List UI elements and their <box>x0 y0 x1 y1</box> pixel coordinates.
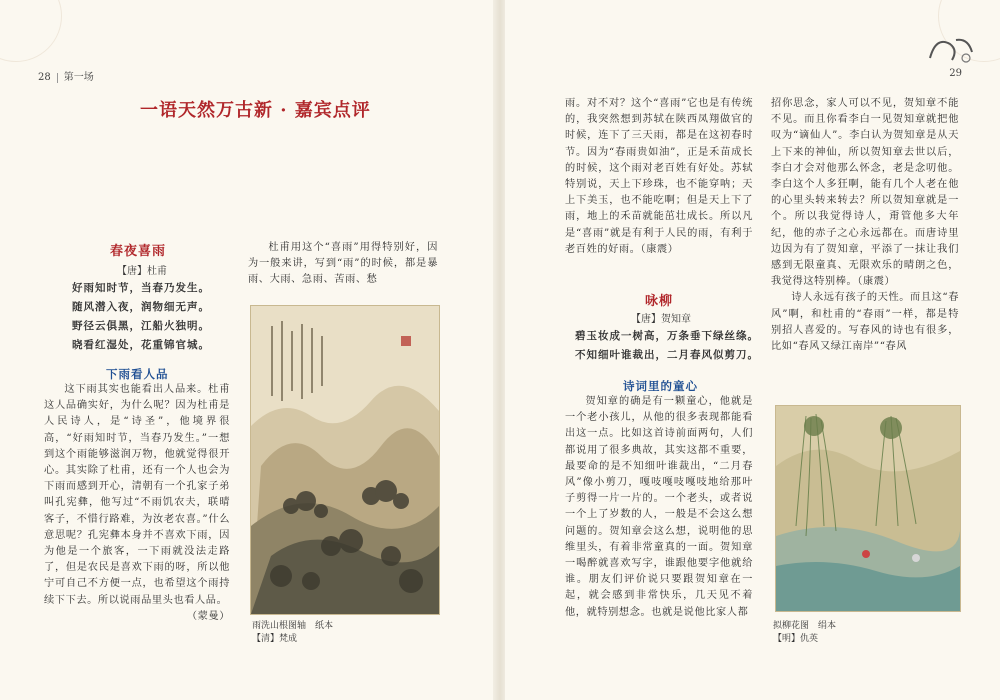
poem-title: 咏柳 <box>645 294 674 309</box>
middle-column-text <box>248 240 438 289</box>
right-comment-body <box>565 394 753 621</box>
right-paragraph: 雨。对不对？这个“喜雨”它也是有传统的，我突然想到苏轼在陕西凤翔做官的时候，连下了三天雨，都是在这初春时节。因为“春雨贵如油”，正是禾苗成长的时候，这个雨对老百姓有好处。苏轼特别说，天上下珍珠，也不能穿呐；天上下美玉，也不能吃啊；但是天上下了雨，地上的禾苗就能茁壮成长。所以凡是“喜雨”就是有利于人民的雨，有利于老百姓的好雨。（康震） <box>565 98 753 255</box>
poem-title: 春夜喜雨 <box>110 244 167 259</box>
poem-line: 碧玉妆成一树高，万条垂下绿丝绦。 <box>575 330 759 342</box>
section-label: 第一场 <box>63 72 94 83</box>
middle-paragraph: 杜甫用这个“喜雨”用得特别好，因为一般来讲，写到“雨”的时候，都是暴雨、大雨、急雨、苦雨、愁 <box>248 242 438 286</box>
painting-caption-artist: 【明】仇英 <box>773 634 819 644</box>
poem-line: 野径云俱黑，江船火独明。 <box>72 320 210 332</box>
poem-author: 【唐】杜甫 <box>117 266 167 277</box>
right-page <box>505 0 1000 700</box>
landscape-painting-image <box>251 306 439 614</box>
painting-caption <box>773 620 836 646</box>
comment-title: 下雨看人品 <box>106 367 169 381</box>
willow-painting <box>775 405 961 612</box>
comment-signoff: （蒙曼） <box>186 610 230 622</box>
landscape-painting <box>250 305 440 615</box>
painting-caption-title: 拟柳花图 绢本 <box>773 621 837 631</box>
willow-painting-image <box>776 406 960 611</box>
poem-line: 不知细叶谁裁出，二月春风似剪刀。 <box>575 349 759 361</box>
page-header-left <box>38 68 94 83</box>
poem-line: 晓看红湿处，花重锦官城。 <box>72 339 210 351</box>
comment-title: 诗词里的童心 <box>623 379 698 393</box>
right-column-1-text <box>565 96 753 258</box>
comment-body <box>44 382 230 625</box>
right-column-2-text <box>771 96 959 355</box>
painting-caption-artist: 【清】梵成 <box>252 634 298 644</box>
header-divider <box>57 73 58 83</box>
poem-line: 好雨知时节，当春乃发生。 <box>72 282 210 294</box>
right-paragraph: 诗人永远有孩子的天性。而且这“春风”啊，和杜甫的“春雨”一样，都是特别招人喜爱的。写春风的诗也有很多，比如“春风又绿江南岸”“春风 <box>771 292 960 353</box>
page-number: 28 <box>38 72 51 83</box>
left-page <box>0 0 495 700</box>
comment-paragraph: 贺知章的确是有一颗童心，他就是一个老小孩儿，从他的很多表现都能看出这一点。比如这首诗前面两句，人们都说用了很多典故，其实这都不重要，最要命的是不知细叶谁裁出，“二月春风”像小剪刀，嘎吱嘎吱嘎吱地给那叶子剪得一片一片的。一个老头，或者说一个上了岁数的人，一般是不会这么想问题的。贺知章会这么想，说明他的思维里头，有着非常童真的一面。贺知章一喝醉就喜欢写字，谁跟他要字他就给谁。朋友们评价说只要跟贺知章在一起，就会感到非常快乐，几天见不着他，就特别想念。也就是说他比家人都 <box>565 396 753 618</box>
page-title: 一语天然万古新 · 嘉宾点评 <box>140 100 371 121</box>
poem-author: 【唐】贺知章 <box>631 314 691 325</box>
chapter-logo-icon <box>922 30 982 70</box>
painting-caption-title: 雨洗山根图轴 纸本 <box>252 621 334 631</box>
poem-line: 随风潜入夜，润物细无声。 <box>72 301 210 313</box>
painting-caption <box>252 620 333 646</box>
page-number: 29 <box>949 68 962 79</box>
right-paragraph: 招你思念，家人可以不见，贺知章不能不见。而且你看李白一见贺知章就把他叹为“谪仙人”。李白认为贺知章是从天上下来的神仙，所以贺知章去世以后，李白才会对他那么怀念，老是念叨他。李白这个人多狂啊，能有几个人老在他的心里头转来转去？所以贺知章就是一个。所以我觉得诗人，甭管他多大年纪，他的赤子之心永远都在。而唐诗里边因为有了贺知章，平添了一抹让我们感到无限童真、无限欢乐的晴朗之色，我觉得这特别棒。（康震） <box>771 98 959 288</box>
comment-paragraph: 这下雨其实也能看出人品来。杜甫这人品确实好，为什么呢？因为杜甫是人民诗人，是“诗圣”，他境界很高，“好雨知时节，当春乃发生。”一想到这个雨能够滋润万物，他就觉得很开心。其实除了杜甫，还有一个人也会为下雨而感到开心，清朝有一个孔家子弟叫孔宪彝，他写过“不雨饥农夫，联晴客子，不惜行路难，为汝老农喜。”什么意思呢？孔宪彝本身并不喜欢下雨，因为他是一个旅客，一下雨就没法走路了，但是农民是喜欢下雨的呀，所以他宁可自己不方便一点，也希望这个雨持续下下去。所以说雨品里头也看人品。 <box>44 384 230 606</box>
corner-decoration <box>0 0 62 62</box>
